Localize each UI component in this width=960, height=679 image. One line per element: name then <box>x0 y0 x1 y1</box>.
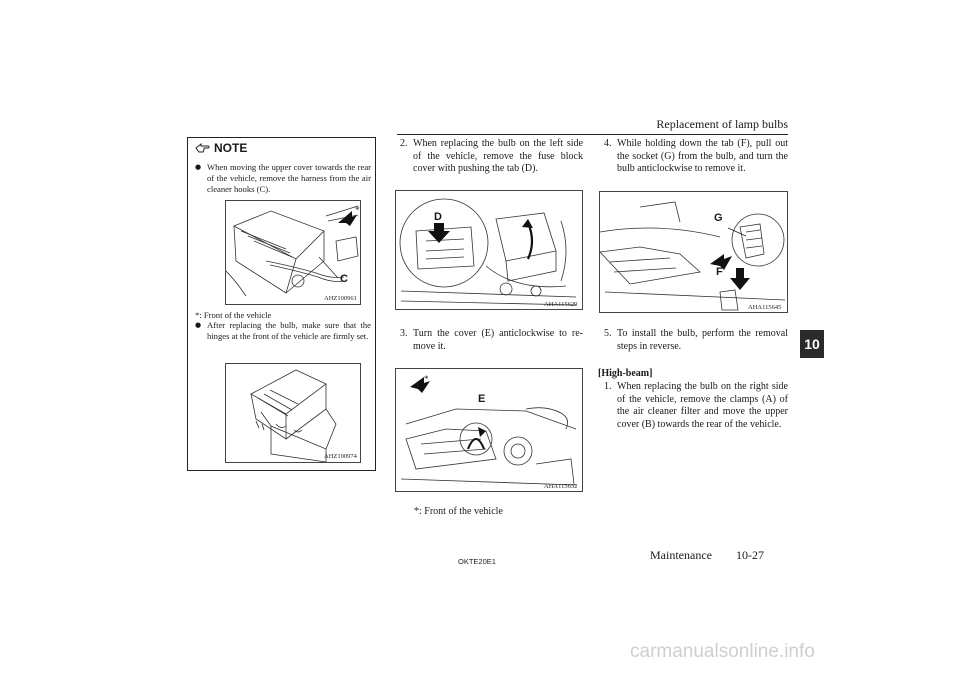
step-3: 3. Turn the cover (E) anticlockwise to re-move it. <box>400 328 583 352</box>
upper-cover-illustration <box>226 364 361 463</box>
header-rule <box>397 134 788 135</box>
page-header-title: Replacement of lamp bulbs <box>656 117 788 131</box>
footer-section: Maintenance <box>650 548 712 562</box>
socket-illustration <box>600 192 788 313</box>
step-4: 4. While holding down the tab (F), pull out the socket (G) from the bulb, and turn the bulb anticlockwise to remove it. <box>604 138 788 175</box>
fuse-block-illustration <box>396 191 583 310</box>
footer-page-info <box>650 548 764 563</box>
figure-code: AHZ100974 <box>324 453 357 460</box>
high-beam-step-1: 1. When replacing the bulb on the right side of the vehicle, remove the clamps (A) of the air cleaner filter and move the upper cover (B) towards the rear of the vehicle. <box>604 381 788 430</box>
figure-code: AHA115645 <box>748 304 782 311</box>
note-fig-caption: *: Front of the vehicle <box>195 310 272 320</box>
note-bullet-2: ● After replacing the bulb, make sure that the hinges at the front of the vehicle are firmly set. <box>195 320 371 341</box>
figure-code: AHZ100961 <box>324 295 357 302</box>
step-2: 2. When replacing the bulb on the left side of the vehicle, remove the fuse block cover with pushing the tab (D). <box>400 138 583 175</box>
note-bullet-1: ● When moving the upper cover towards the rear of the vehicle, remove the harness from the air cleaner hooks (C). <box>195 162 371 194</box>
note-header <box>195 141 247 155</box>
middle-caption: *: Front of the vehicle <box>414 506 503 517</box>
bullet-icon: ● <box>195 321 202 329</box>
hand-pointer-icon <box>195 142 210 154</box>
document-code: OKTE20E1 <box>458 557 496 566</box>
cover-illustration <box>396 369 583 492</box>
label-c: C <box>340 273 348 285</box>
page-number: 10-27 <box>735 548 764 562</box>
label-e: E <box>478 393 486 405</box>
figure-air-cleaner-hooks <box>225 200 361 305</box>
figure-hinges <box>225 363 361 463</box>
figure-code: AHA115632 <box>544 483 578 490</box>
note-title: NOTE <box>214 141 248 155</box>
bullet-icon: ● <box>195 163 202 171</box>
star-marker: * <box>355 205 360 215</box>
figure-socket <box>599 191 788 313</box>
section-tab: 10 <box>800 330 824 358</box>
figure-fuse-block <box>395 190 583 310</box>
label-f: F <box>716 266 723 278</box>
figure-code: AHA115629 <box>544 301 578 308</box>
star-marker: * <box>424 374 429 384</box>
label-d: D <box>434 211 442 223</box>
watermark: carmanualsonline.info <box>630 641 815 662</box>
step-5: 5. To install the bulb, perform the removal steps in reverse. <box>604 328 788 352</box>
high-beam-heading: [High-beam] <box>598 368 653 379</box>
figure-cover-e <box>395 368 583 492</box>
label-g: G <box>714 212 723 224</box>
air-cleaner-illustration <box>226 201 361 305</box>
